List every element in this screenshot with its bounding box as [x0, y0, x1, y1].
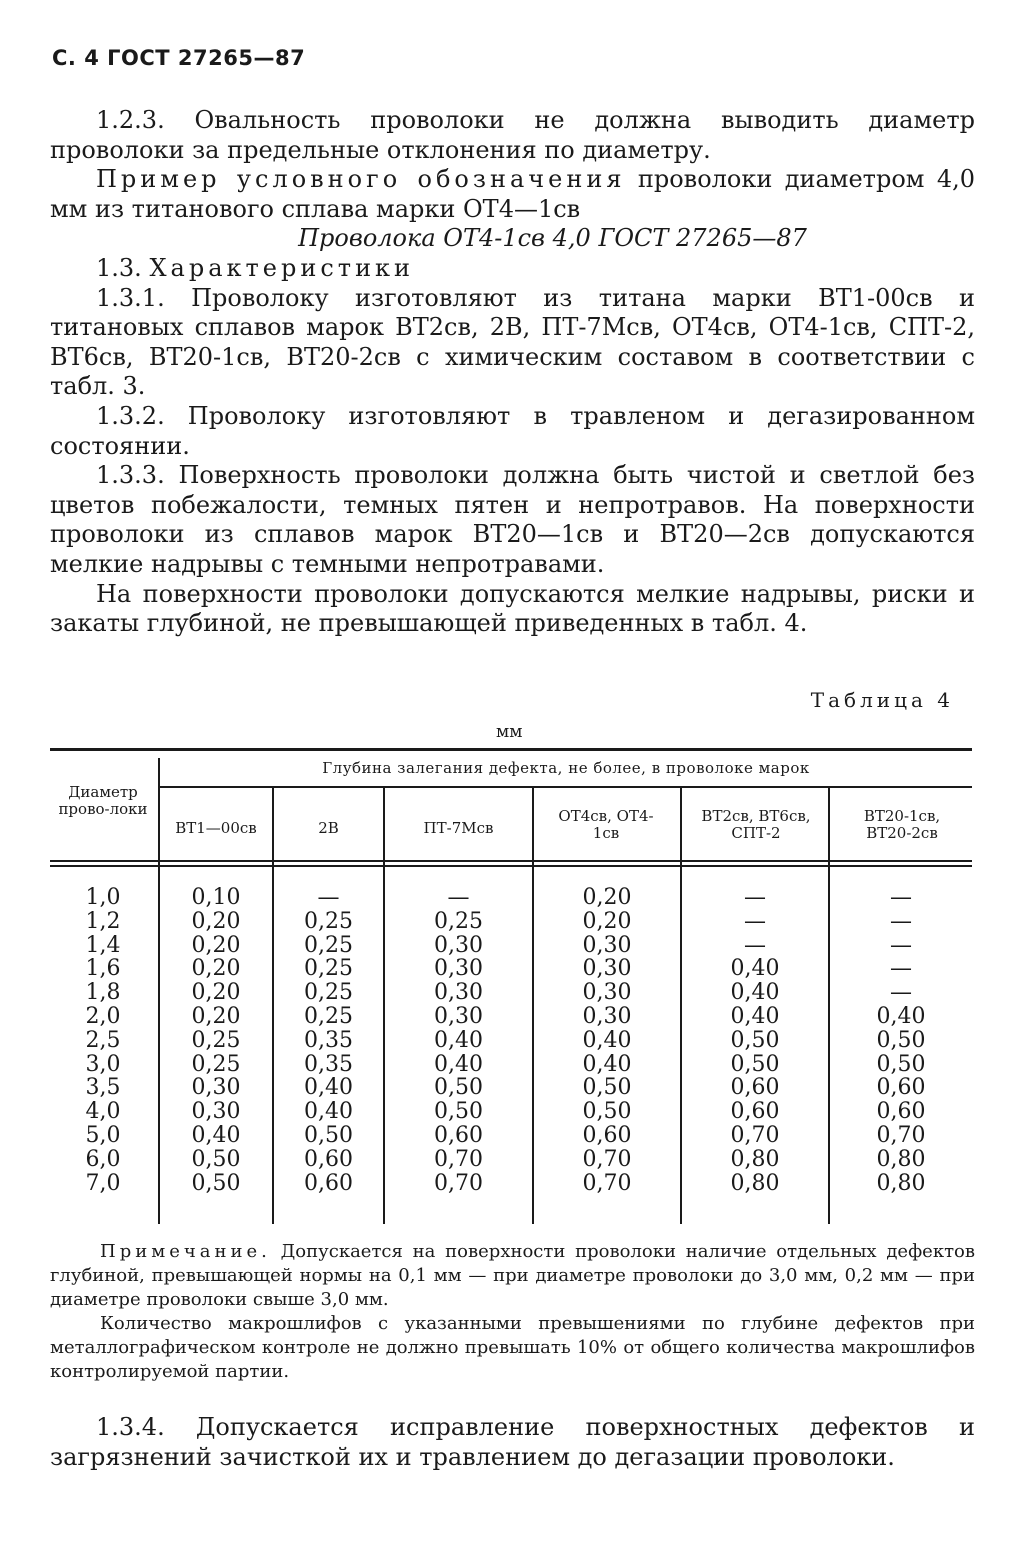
body-text: [50, 106, 975, 639]
cell-diameter: 1,8: [85, 980, 121, 1006]
section-1-3-title: Характеристики: [149, 253, 415, 282]
note-paragraph-2: Количество макрошлифов с указанными превышениями по глубине дефектов при металлографическом контроле не должно превышать 10% от общего количества макрошлифов контролируемой партии.: [50, 1313, 975, 1382]
header-col-vt2: ВТ2св, ВТ6св, СПТ-2: [701, 807, 811, 842]
cell-depth: 0,60: [434, 1122, 483, 1148]
cell-depth: 0,25: [434, 908, 483, 934]
example-rest: проволоки диаметром 4,0 мм из титанового сплава марки ОТ4—1св: [50, 165, 975, 223]
header-group: Глубина залегания дефекта, не более, в проволоке марок: [322, 759, 810, 777]
cell-depth: 0,50: [582, 1075, 632, 1101]
header-col-pt7: ПТ-7Мсв: [423, 819, 494, 837]
header-diameter: Диаметр прово-локи: [58, 783, 148, 818]
cell-depth: 0,80: [730, 1146, 780, 1172]
cell-depth: 0,50: [434, 1099, 483, 1125]
cell-diameter: 2,5: [85, 1027, 121, 1053]
header-bottom-rule-2: [50, 865, 972, 867]
paragraph-1-3-3-b: На поверхности проволоки допускаются мелкие надрывы, риски и закаты глубиной, не превышающей приведенных в табл. 4.: [50, 579, 975, 638]
cell-depth: 0,70: [730, 1122, 780, 1148]
cell-depth: 0,20: [582, 908, 632, 934]
header-col-ot4: ОТ4св, ОТ4-1св: [558, 807, 654, 842]
cell-depth: 0,40: [304, 1099, 353, 1125]
cell-depth: 0,35: [304, 1051, 353, 1077]
cell-depth: 0,70: [434, 1146, 483, 1172]
cell-depth: 0,40: [434, 1027, 483, 1053]
cell-depth: 0,30: [434, 956, 483, 982]
cell-depth: —: [890, 956, 912, 982]
cell-depth: 0,20: [191, 980, 241, 1006]
cell-depth: 0,20: [191, 956, 241, 982]
cell-diameter: 5,0: [85, 1122, 121, 1148]
cell-depth: 0,40: [730, 980, 780, 1006]
cell-depth: 0,70: [582, 1146, 632, 1172]
cell-depth: 0,25: [304, 980, 353, 1006]
cell-depth: 0,25: [191, 1027, 241, 1053]
cell-depth: 0,20: [191, 1003, 241, 1029]
paragraph-1-3-2: 1.3.2. Проволоку изготовляют в травленом и дегазированном состоянии.: [50, 401, 975, 460]
cell-depth: 0,25: [191, 1051, 241, 1077]
cell-depth: 0,40: [191, 1122, 241, 1148]
cell-depth: 0,35: [304, 1027, 353, 1053]
cell-depth: 0,30: [582, 932, 632, 958]
header-col-vt20: ВТ20-1св, ВТ20-2св: [863, 807, 941, 842]
cell-diameter: 2,0: [85, 1003, 121, 1029]
cell-depth: 0,30: [582, 980, 632, 1006]
cell-depth: 0,50: [582, 1099, 632, 1125]
cell-depth: 0,40: [582, 1027, 632, 1053]
cell-depth: 0,40: [582, 1051, 632, 1077]
cell-depth: 0,20: [191, 932, 241, 958]
header-col-2v: 2В: [318, 819, 339, 837]
cell-depth: 0,40: [434, 1051, 483, 1077]
header-bottom-rule-1: [50, 860, 972, 862]
example-paragraph: [50, 165, 975, 224]
paragraph-1-3-4: 1.3.4. Допускается исправление поверхностных дефектов и загрязнений зачисткой их и травлением до дегазации проволоки.: [50, 1413, 975, 1471]
cell-depth: 0,30: [191, 1075, 241, 1101]
defect-depth-table: [50, 748, 972, 1224]
cell-diameter: 4,0: [85, 1099, 121, 1125]
cell-depth: —: [744, 932, 766, 958]
cell-depth: 0,60: [730, 1099, 780, 1125]
cell-depth: 0,25: [304, 956, 353, 982]
cell-depth: 0,60: [582, 1122, 632, 1148]
cell-diameter: 3,5: [85, 1075, 121, 1101]
cell-depth: —: [744, 885, 766, 910]
cell-depth: 0,25: [304, 932, 353, 958]
cell-diameter: 1,6: [85, 956, 121, 982]
column-pt7: [385, 886, 532, 1195]
cell-depth: 0,10: [191, 885, 241, 910]
section-1-3-heading: [50, 254, 975, 284]
cell-depth: —: [317, 885, 340, 910]
note-paragraph-1: [50, 1240, 975, 1312]
cell-depth: —: [890, 980, 912, 1006]
cell-depth: 0,80: [876, 1170, 926, 1196]
cell-depth: 0,50: [730, 1051, 780, 1077]
cell-depth: 0,60: [304, 1170, 353, 1196]
cell-depth: 0,80: [730, 1170, 780, 1196]
cell-depth: 0,40: [304, 1075, 353, 1101]
cell-diameter: 3,0: [85, 1051, 121, 1077]
header-col-vt1: ВТ1—00св: [175, 819, 257, 837]
example-lead: Пример условного обозначения: [96, 165, 626, 194]
cell-depth: 0,70: [434, 1170, 483, 1196]
group-header-rule: [160, 786, 972, 788]
cell-diameter: 1,2: [85, 908, 121, 934]
table-top-rule: [50, 748, 972, 751]
table-note: [50, 1240, 975, 1384]
table-unit: мм: [496, 722, 523, 742]
cell-diameter: 6,0: [85, 1146, 121, 1172]
cell-depth: 0,60: [876, 1099, 926, 1125]
cell-depth: 0,25: [304, 908, 353, 934]
page-header: С. 4 ГОСТ 27265—87: [52, 46, 306, 70]
cell-depth: —: [744, 908, 766, 934]
cell-depth: 0,40: [876, 1003, 926, 1029]
cell-depth: 0,30: [582, 1003, 632, 1029]
cell-depth: —: [890, 885, 912, 910]
column-2v: [274, 886, 383, 1195]
cell-depth: 0,50: [191, 1170, 241, 1196]
cell-diameter: 7,0: [85, 1170, 121, 1196]
cell-depth: 0,80: [876, 1146, 926, 1172]
cell-depth: 0,60: [730, 1075, 780, 1101]
cell-depth: 0,20: [582, 885, 632, 910]
cell-depth: —: [890, 908, 912, 934]
note-lead: Примечание.: [100, 1241, 271, 1262]
paragraph-1-2-3: 1.2.3. Овальность проволоки не должна выводить диаметр проволоки за предельные отклонения по диаметру.: [50, 106, 975, 164]
cell-depth: —: [447, 885, 470, 910]
cell-diameter: 1,0: [85, 885, 121, 910]
note-text-1: Допускается на поверхности проволоки наличие отдельных дефектов глубиной, превышающей нормы на 0,1 мм — при диаметре проволоки до 3,0 мм, 0,2 мм — при диаметре проволоки свыше 3,0 мм.: [50, 1241, 975, 1310]
cell-depth: 0,30: [434, 980, 483, 1006]
cell-depth: 0,50: [191, 1146, 241, 1172]
column-vt1: [160, 886, 272, 1195]
cell-depth: 0,60: [304, 1146, 353, 1172]
cell-depth: 0,40: [730, 1003, 780, 1029]
paragraph-1-3-1: 1.3.1. Проволоку изготовляют из титана марки ВТ1-00св и титановых сплавов марок ВТ2св, 2В, ПТ-7Мсв, ОТ4св, ОТ4-1св, СПТ-2, ВТ6св, ВТ20-1св, ВТ20-2св с химическим составом в соответствии с табл. 3.: [50, 283, 975, 401]
section-1-3-number: 1.3.: [96, 253, 150, 282]
column-vt20: [830, 886, 972, 1195]
cell-depth: 0,70: [582, 1170, 632, 1196]
cell-depth: 0,50: [876, 1027, 926, 1053]
cell-depth: 0,30: [434, 932, 483, 958]
cell-diameter: 1,4: [85, 932, 121, 958]
cell-depth: 0,50: [730, 1027, 780, 1053]
final-section: [50, 1412, 975, 1472]
cell-depth: 0,40: [730, 956, 780, 982]
table-label: Таблица 4: [810, 688, 954, 712]
cell-depth: 0,20: [191, 908, 241, 934]
cell-depth: 0,60: [876, 1075, 926, 1101]
example-formula: Проволока ОТ4-1св 4,0 ГОСТ 27265—87: [298, 224, 807, 253]
cell-depth: 0,25: [304, 1003, 353, 1029]
cell-depth: 0,50: [304, 1122, 353, 1148]
cell-depth: 0,50: [434, 1075, 483, 1101]
cell-depth: 0,30: [191, 1099, 241, 1125]
paragraph-1-3-3: 1.3.3. Поверхность проволоки должна быть чистой и светлой без цветов побежалости, темных пятен и непротравов. На поверхности проволоки из сплавов марок ВТ20—1св и ВТ20—2св допускаются мелкие надрывы с темными непротравами.: [50, 461, 975, 578]
cell-depth: 0,50: [876, 1051, 926, 1077]
cell-depth: 0,70: [876, 1122, 926, 1148]
cell-depth: 0,30: [434, 1003, 483, 1029]
column-ot4: [534, 886, 680, 1195]
column-diameter: [50, 886, 156, 1195]
cell-depth: 0,30: [582, 956, 632, 982]
cell-depth: —: [890, 932, 912, 958]
column-vt2: [682, 886, 828, 1195]
